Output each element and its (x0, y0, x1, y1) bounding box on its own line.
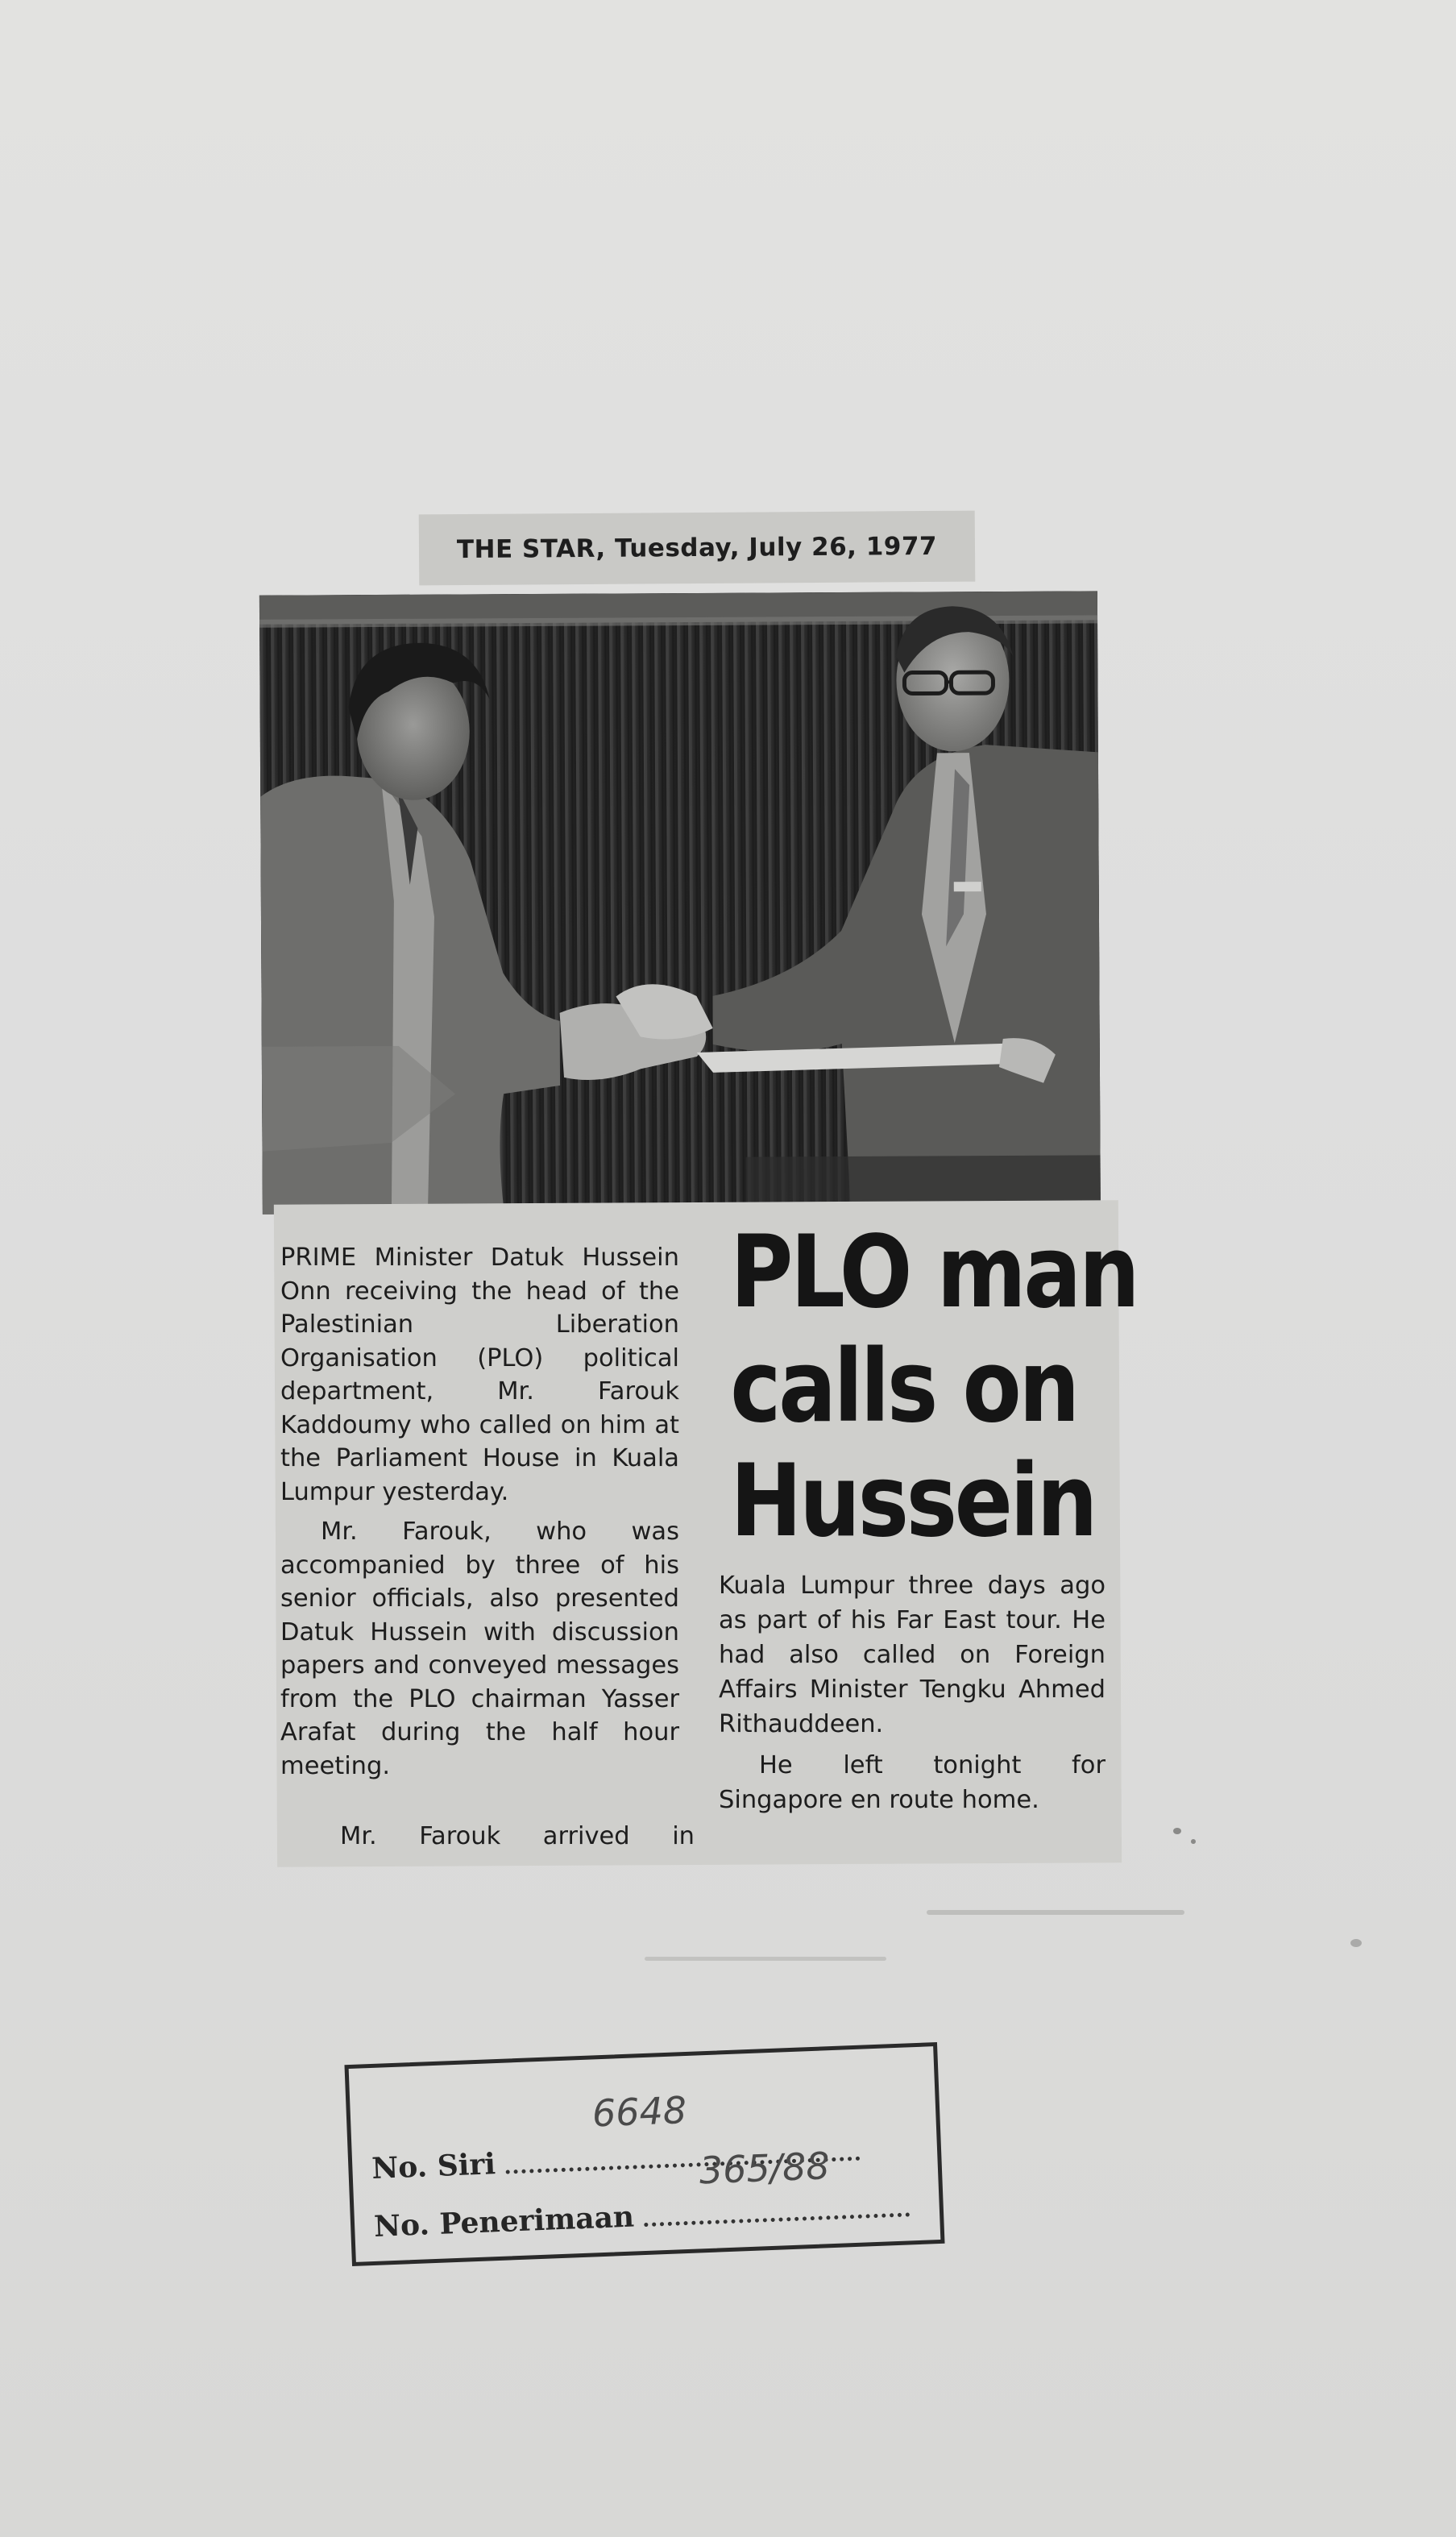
headline-line: PLO man (730, 1215, 1138, 1331)
stain-mark (645, 1957, 886, 1961)
handshake-photo-icon (259, 591, 1101, 1214)
stamp-penerimaan-value: 365/88 (698, 2144, 831, 2193)
stain-mark (1191, 1839, 1196, 1844)
caption-continuation: Mr. Farouk arrived in (340, 1822, 695, 1850)
caption-paragraph: PRIME Minister Datuk Hussein Onn receiving the head of the Palestinian Liberation Organisation (PLO) political department, Mr. Farouk Kaddoumy who called on him at the Parliament House in Kuala Lumpur yesterday. (280, 1244, 679, 1506)
archive-stamp (344, 2042, 944, 2266)
stamp-penerimaan-label: No. Penerimaan (373, 2199, 635, 2244)
photo-caption (280, 1241, 679, 1783)
stamp-penerimaan-row (373, 2189, 910, 2243)
article-body (719, 1568, 1105, 1817)
headline-line: calls on (730, 1329, 1077, 1445)
caption-paragraph: Mr. Farouk, who was accompanied by three of his senior officials, also presented Datuk Hussein with discussion papers and conveyed messages from the PLO chairman Yasser Arafat during the half hour meeting. (280, 1518, 679, 1780)
stain-mark (1173, 1828, 1181, 1834)
article-headline (730, 1215, 1138, 1559)
body-paragraph: Kuala Lumpur three days ago as part of his Far East tour. He had also called on Foreign Affairs Minister Tengku Ahmed Rithauddeen. (719, 1572, 1105, 1738)
stain-mark (927, 1910, 1184, 1915)
stain-mark (1350, 1939, 1362, 1947)
news-photo (259, 591, 1101, 1214)
dateline: THE STAR, Tuesday, July 26, 1977 (419, 511, 976, 586)
body-paragraph: He left tonight for Singapore en route home. (719, 1751, 1105, 1814)
stamp-siri-label: No. Siri (371, 2147, 496, 2186)
stamp-siri-value: 6648 (591, 2087, 688, 2136)
stamp-dotted-line (644, 2212, 910, 2227)
headline-line: Hussein (730, 1443, 1096, 1559)
